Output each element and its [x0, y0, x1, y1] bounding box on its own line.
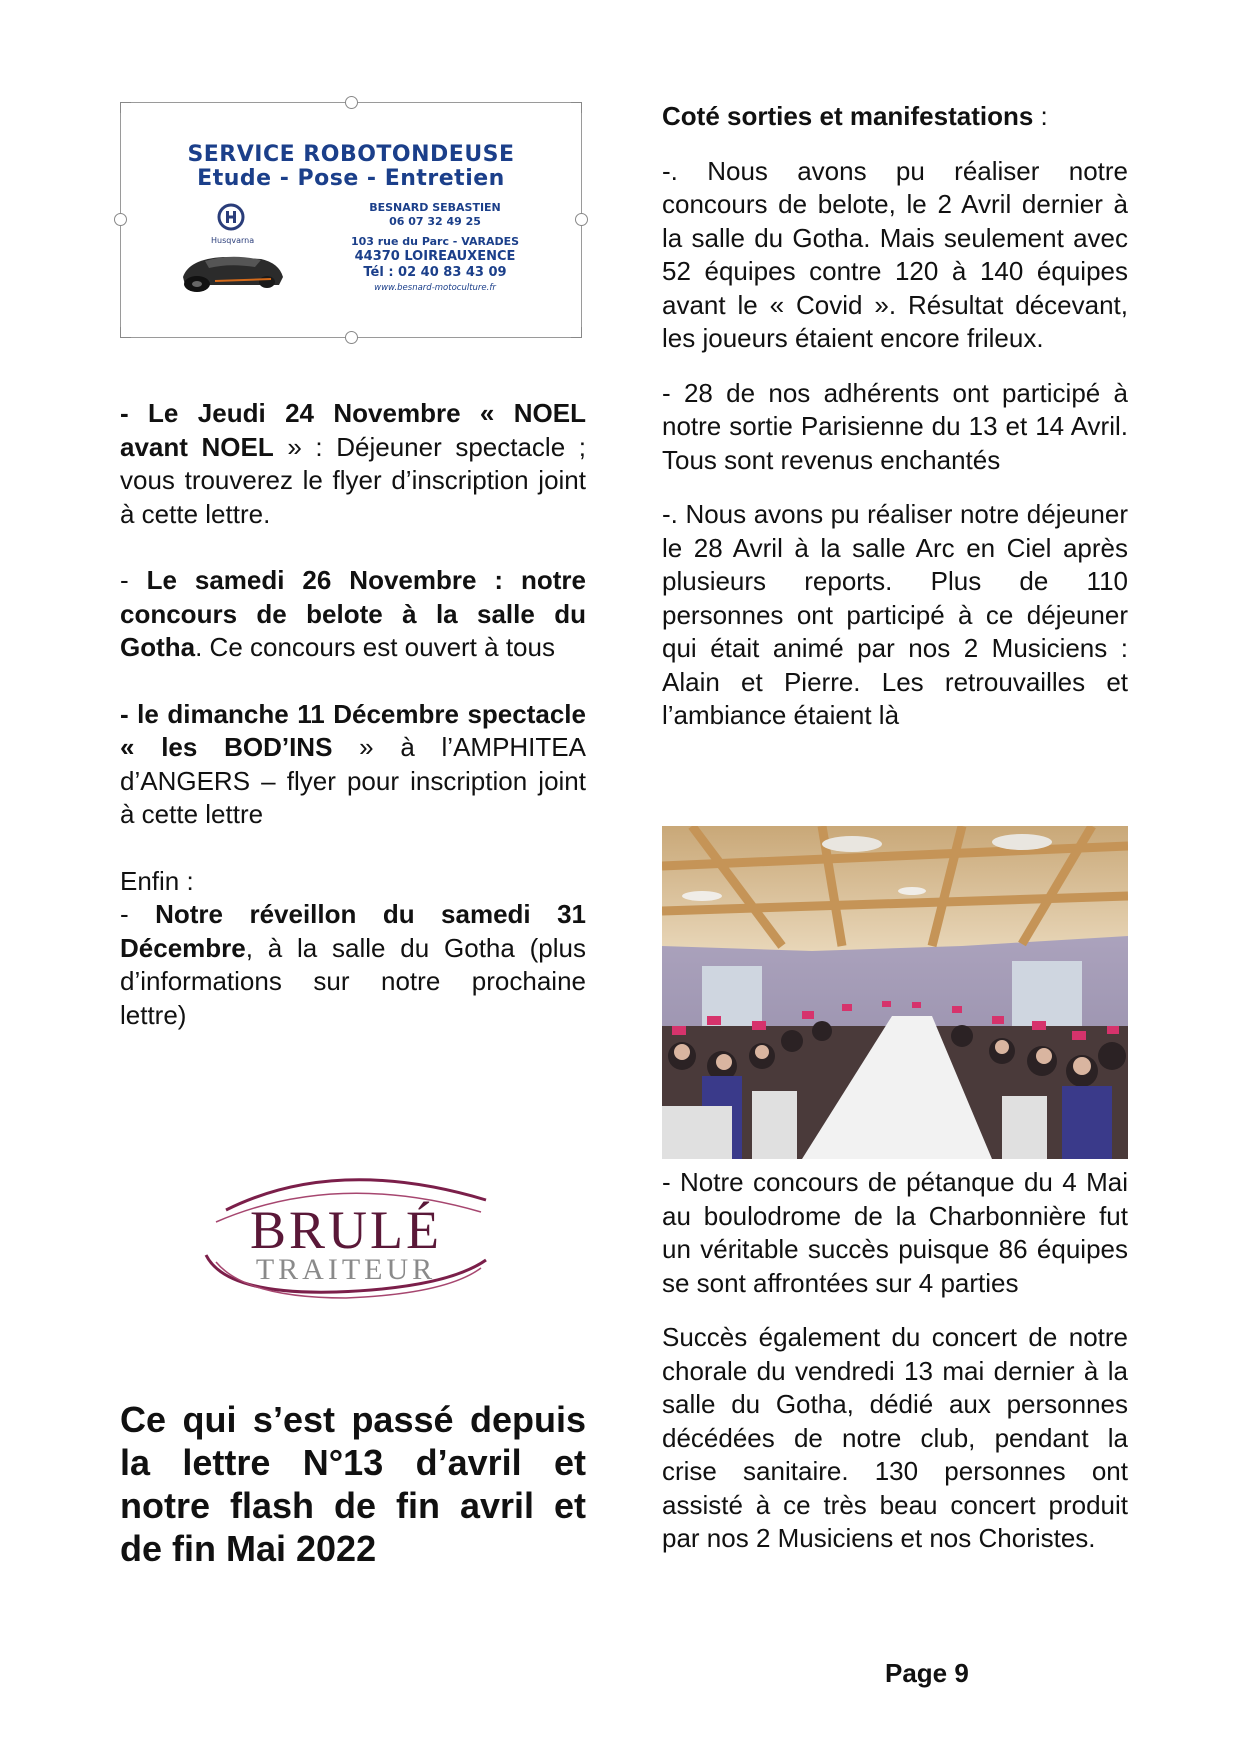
event-bodins-desc: » à l’AMPHITEA d’ANGERS – flyer pour inscription joint à cette lettre: [120, 732, 586, 829]
section-title-text: Coté sorties et manifestations: [662, 101, 1034, 131]
ad-phone: Tél : 02 40 83 43 09: [363, 265, 507, 280]
paragraph-sortie-parisienne: - 28 de nos adhérents ont participé à notre sortie Parisienne du 13 et 14 Avril. Tous sont revenus enchantés: [662, 377, 1128, 475]
ad-city: 44370 LOIREAUXENCE: [354, 249, 516, 264]
left-column: [120, 397, 586, 1032]
event-reveillon: [120, 898, 586, 1032]
paragraph-belote-avril: -. Nous avons pu réaliser notre concours de belote, le 2 Avril dernier à la salle du Gotha. Mais seulement avec 52 équipes contre 120 à 140 équipes avant le « Covid ». Résultat décevant, les joueurs étaient encore frileux.: [662, 155, 1128, 353]
right-column-bottom: [662, 1166, 1128, 1556]
frame-corner: [571, 327, 582, 338]
frame-handle: [114, 213, 127, 226]
husqvarna-crown-icon: [217, 203, 245, 231]
section-title-colon: :: [1033, 101, 1048, 131]
paragraph-petanque: - Notre concours de pétanque du 4 Mai au boulodrome de la Charbonnière fut un véritable succès puisque 86 équipes se sont affrontées sur 4 parties: [662, 1167, 1128, 1298]
logo-text-brule: BRULÉ: [249, 1200, 442, 1260]
event-belote-title: Le samedi 26 Novembre : notre concours de belote à la salle du Gotha: [120, 565, 586, 662]
ad-address: 103 rue du Parc - VARADES: [350, 235, 520, 248]
event-photo: [662, 826, 1128, 1159]
right-column-top: [662, 100, 1128, 733]
event-bodins-title: - le dimanche 11 Décembre spectacle « les BOD’INS: [120, 698, 586, 762]
page-number: Page 9: [885, 1658, 969, 1688]
event-reveillon-title: Notre réveillon du samedi 31 Décembre: [120, 899, 586, 963]
event-noel-desc: » : Déjeuner spectacle ; vous trouverez le flyer d’inscription joint à cette lettre.: [120, 431, 586, 529]
frame-corner: [120, 102, 131, 113]
husqvarna-logo: [211, 203, 255, 245]
frame-handle: [575, 213, 588, 226]
ad-mobile: 06 07 32 49 25: [389, 215, 481, 228]
ad-website: www.besnard-motoculture.fr: [374, 283, 496, 293]
banquet-hall-photo: [662, 826, 1128, 1159]
event-reveillon-desc: , à la salle du Gotha (plus d’informations sur notre prochaine lettre): [120, 932, 586, 1030]
event-noel-title: - Le Jeudi 24 Novembre « NOEL avant NOEL: [120, 398, 586, 462]
event-belote: [120, 564, 586, 665]
brule-traiteur-logo: [186, 1160, 506, 1320]
advertisement-card: [120, 102, 582, 338]
ad-title: [121, 143, 581, 191]
ad-title-line2: Etude - Pose - Entretien: [197, 166, 505, 191]
frame-handle: [345, 96, 358, 109]
section-title: [662, 100, 1128, 134]
frame-corner: [571, 102, 582, 113]
paragraph-concert-chorale: Succès également du concert de notre chorale du vendredi 13 mai dernier à la salle du Gotha, dédié aux personnes décédées de notre club, pendant la crise sanitaire. 130 personnes ont assisté à ce très beau concert produit par nos 2 Musiciens et nos Choristes.: [662, 1322, 1128, 1553]
frame-corner: [120, 327, 131, 338]
frame-handle: [345, 331, 358, 344]
logo-text-traiteur: TRAITEUR: [255, 1253, 437, 1286]
enfin-label: Enfin :: [120, 865, 194, 896]
ad-title-line1: SERVICE ROBOTONDEUSE: [187, 142, 515, 167]
event-bodins: [120, 698, 586, 832]
ad-owner-name: BESNARD SEBASTIEN: [369, 201, 501, 214]
event-reveillon-dash: -: [120, 899, 156, 929]
paragraph-dejeuner-avril: -. Nous avons pu réaliser notre déjeuner le 28 Avril à la salle Arc en Ciel après plusieurs reports. Plus de 110 personnes ont participé à ce déjeuner qui était animé par nos 2 Musiciens : Alain et Pierre. Les retrouvailles et l’ambiance étaient là: [662, 499, 1128, 730]
event-belote-dash: -: [120, 565, 147, 595]
brand-name: Husqvarna: [211, 236, 255, 245]
section-heading: Ce qui s’est passé depuis la lettre N°13 d’avril et notre flash de fin avril et de fin Mai 2022: [120, 1399, 586, 1569]
event-noel: [120, 397, 586, 531]
event-belote-desc: . Ce concours est ouvert à tous: [195, 632, 555, 662]
ad-contact-block: [335, 201, 535, 295]
robot-mower-icon: [175, 251, 287, 293]
